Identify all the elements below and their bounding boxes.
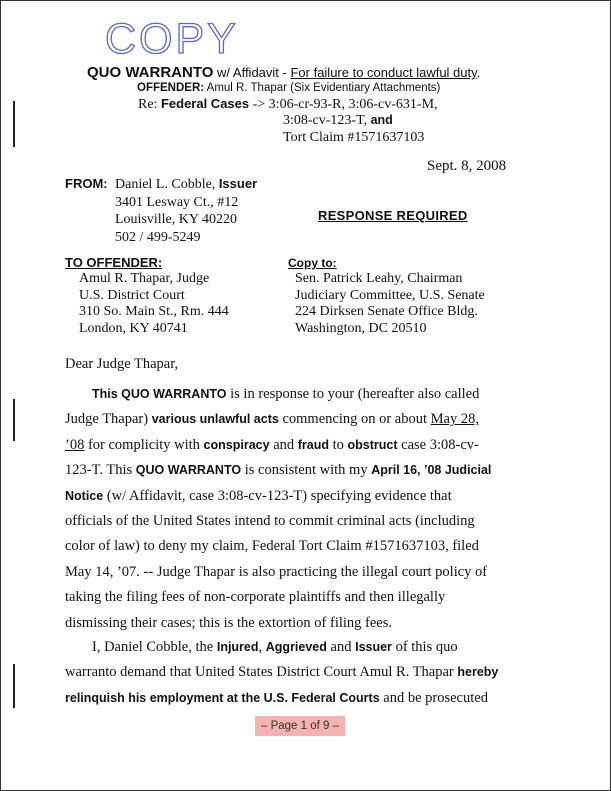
to-offender-block	[79, 271, 229, 337]
from-label: FROM:	[65, 176, 108, 191]
p1-s10: and	[269, 436, 298, 453]
re-line	[138, 95, 438, 113]
p1-line-6: officials of the United States intend to commit criminal acts (including	[65, 513, 475, 530]
p1-s15: 123-T. This	[65, 462, 136, 479]
p2-s9: hereby	[457, 665, 499, 680]
title-main: QUO WARRANTO	[87, 64, 214, 81]
p1-s1: This QUO WARRANTO	[92, 387, 227, 401]
p1-s3: Judge Thapar)	[65, 411, 152, 428]
re-line2: 3:08-cv-123-T,	[283, 113, 368, 128]
re-first: -> 3:06-cr-93-R, 3:06-cv-631-M,	[249, 97, 438, 112]
paragraph-2	[65, 635, 545, 711]
re-label: Federal Cases	[160, 96, 250, 111]
copy-line: Judiciary Committee, U.S. Senate	[295, 287, 485, 303]
copy-to-label: Copy to:	[288, 256, 337, 270]
p2-s5: and	[326, 639, 356, 655]
p1-s2: is in response to your (hereafter also called	[226, 386, 480, 402]
p2-s3: ,	[258, 639, 266, 655]
p2-s11: and be prosecuted	[379, 689, 488, 706]
p1-s18: April 16, ’08 Judicial	[371, 463, 492, 478]
p1-s5: commencing on or about	[278, 411, 431, 428]
to-line: 310 So. Main St., Rm. 444	[79, 304, 229, 319]
p2-s1: I, Daniel Cobble, the	[92, 639, 217, 655]
p1-s8: for complicity with	[84, 436, 204, 453]
re-line3: Tort Claim #1571637103	[283, 130, 425, 145]
offender-label: OFFENDER:	[137, 82, 205, 94]
offender-line	[137, 82, 440, 94]
p2-s8: warranto demand that United States District Court Amul R. Thapar	[65, 664, 458, 681]
p1-s20: (w/ Affidavit, case 3:08-cv-123-T) specifying evidence that	[103, 487, 452, 504]
p1-s11: fraud	[297, 437, 329, 452]
from-role: Issuer	[218, 176, 258, 191]
p1-s12: to	[329, 436, 348, 453]
to-line: Amul R. Thapar, Judge	[79, 271, 210, 286]
p1-s19: Notice	[65, 488, 104, 503]
page-number: – Page 1 of 9 –	[255, 716, 345, 736]
to-line: London, KY 40741	[79, 320, 188, 336]
p1-s16: QUO WARRANTO	[135, 463, 242, 478]
document-date: Sept. 8, 2008	[427, 158, 507, 174]
p2-s6: Issuer	[355, 640, 392, 654]
p1-s13: obstruct	[347, 437, 398, 452]
paragraph-1	[65, 382, 545, 636]
margin-mark	[13, 101, 15, 147]
response-required: RESPONSE REQUIRED	[318, 208, 468, 223]
from-name: Daniel L. Cobble,	[115, 177, 219, 192]
copy-stamp: COPY	[105, 15, 239, 63]
from-address-2: Louisville, KY 40220	[115, 212, 237, 227]
salutation: Dear Judge Thapar,	[65, 356, 179, 372]
p2-s2: Injured	[216, 640, 259, 654]
p1-s7: ’08	[65, 436, 85, 453]
title-suffix: w/ Affidavit -	[213, 65, 291, 80]
to-line: U.S. District Court	[79, 287, 185, 303]
from-phone: 502 / 499-5249	[115, 229, 201, 245]
offender-text: Amul R. Thapar (Six Evidentiary Attachments)	[204, 82, 441, 94]
p1-s14: case 3:08-cv-	[397, 436, 479, 453]
p1-s9: conspiracy	[203, 437, 270, 452]
from-address-1: 3401 Lesway Ct., #12	[115, 194, 239, 210]
p2-s10: relinquish his employment at the U.S. Federal Courts	[65, 690, 380, 705]
copy-line: Washington, DC 20510	[295, 320, 427, 336]
margin-mark	[13, 399, 15, 441]
copy-line: Sen. Patrick Leahy, Chairman	[295, 271, 463, 286]
p1-line-7: color of law) to deny my claim, Federal Tort Claim #1571637103, filed	[65, 538, 479, 555]
re-continuation	[283, 112, 424, 146]
document-title	[87, 64, 480, 81]
re-and: and	[367, 113, 393, 127]
p1-line-9: taking the filing fees of non-corporate plaintiffs and then illegally	[65, 589, 446, 606]
re-prefix: Re:	[138, 97, 161, 112]
p2-s4: Aggrieved	[265, 640, 327, 654]
p2-s7: of this quo	[391, 639, 458, 655]
p1-line-10: dismissing their cases; this is the extortion of filing fees.	[65, 614, 393, 631]
title-reason: For failure to conduct lawful duty	[290, 65, 477, 80]
p1-s17: is consistent with my	[241, 462, 372, 479]
p1-s6: May 28,	[430, 411, 479, 428]
title-end: .	[476, 65, 481, 80]
copy-to-block	[295, 271, 485, 337]
to-offender-label: TO OFFENDER:	[65, 255, 163, 270]
from-block	[115, 175, 257, 246]
copy-line: 224 Dirksen Senate Office Bldg.	[295, 304, 478, 319]
p1-s4: various unlawful acts	[151, 412, 279, 427]
p1-line-8: May 14, ’07. -- Judge Thapar is also practicing the illegal court policy of	[65, 563, 488, 580]
margin-mark	[13, 664, 15, 708]
